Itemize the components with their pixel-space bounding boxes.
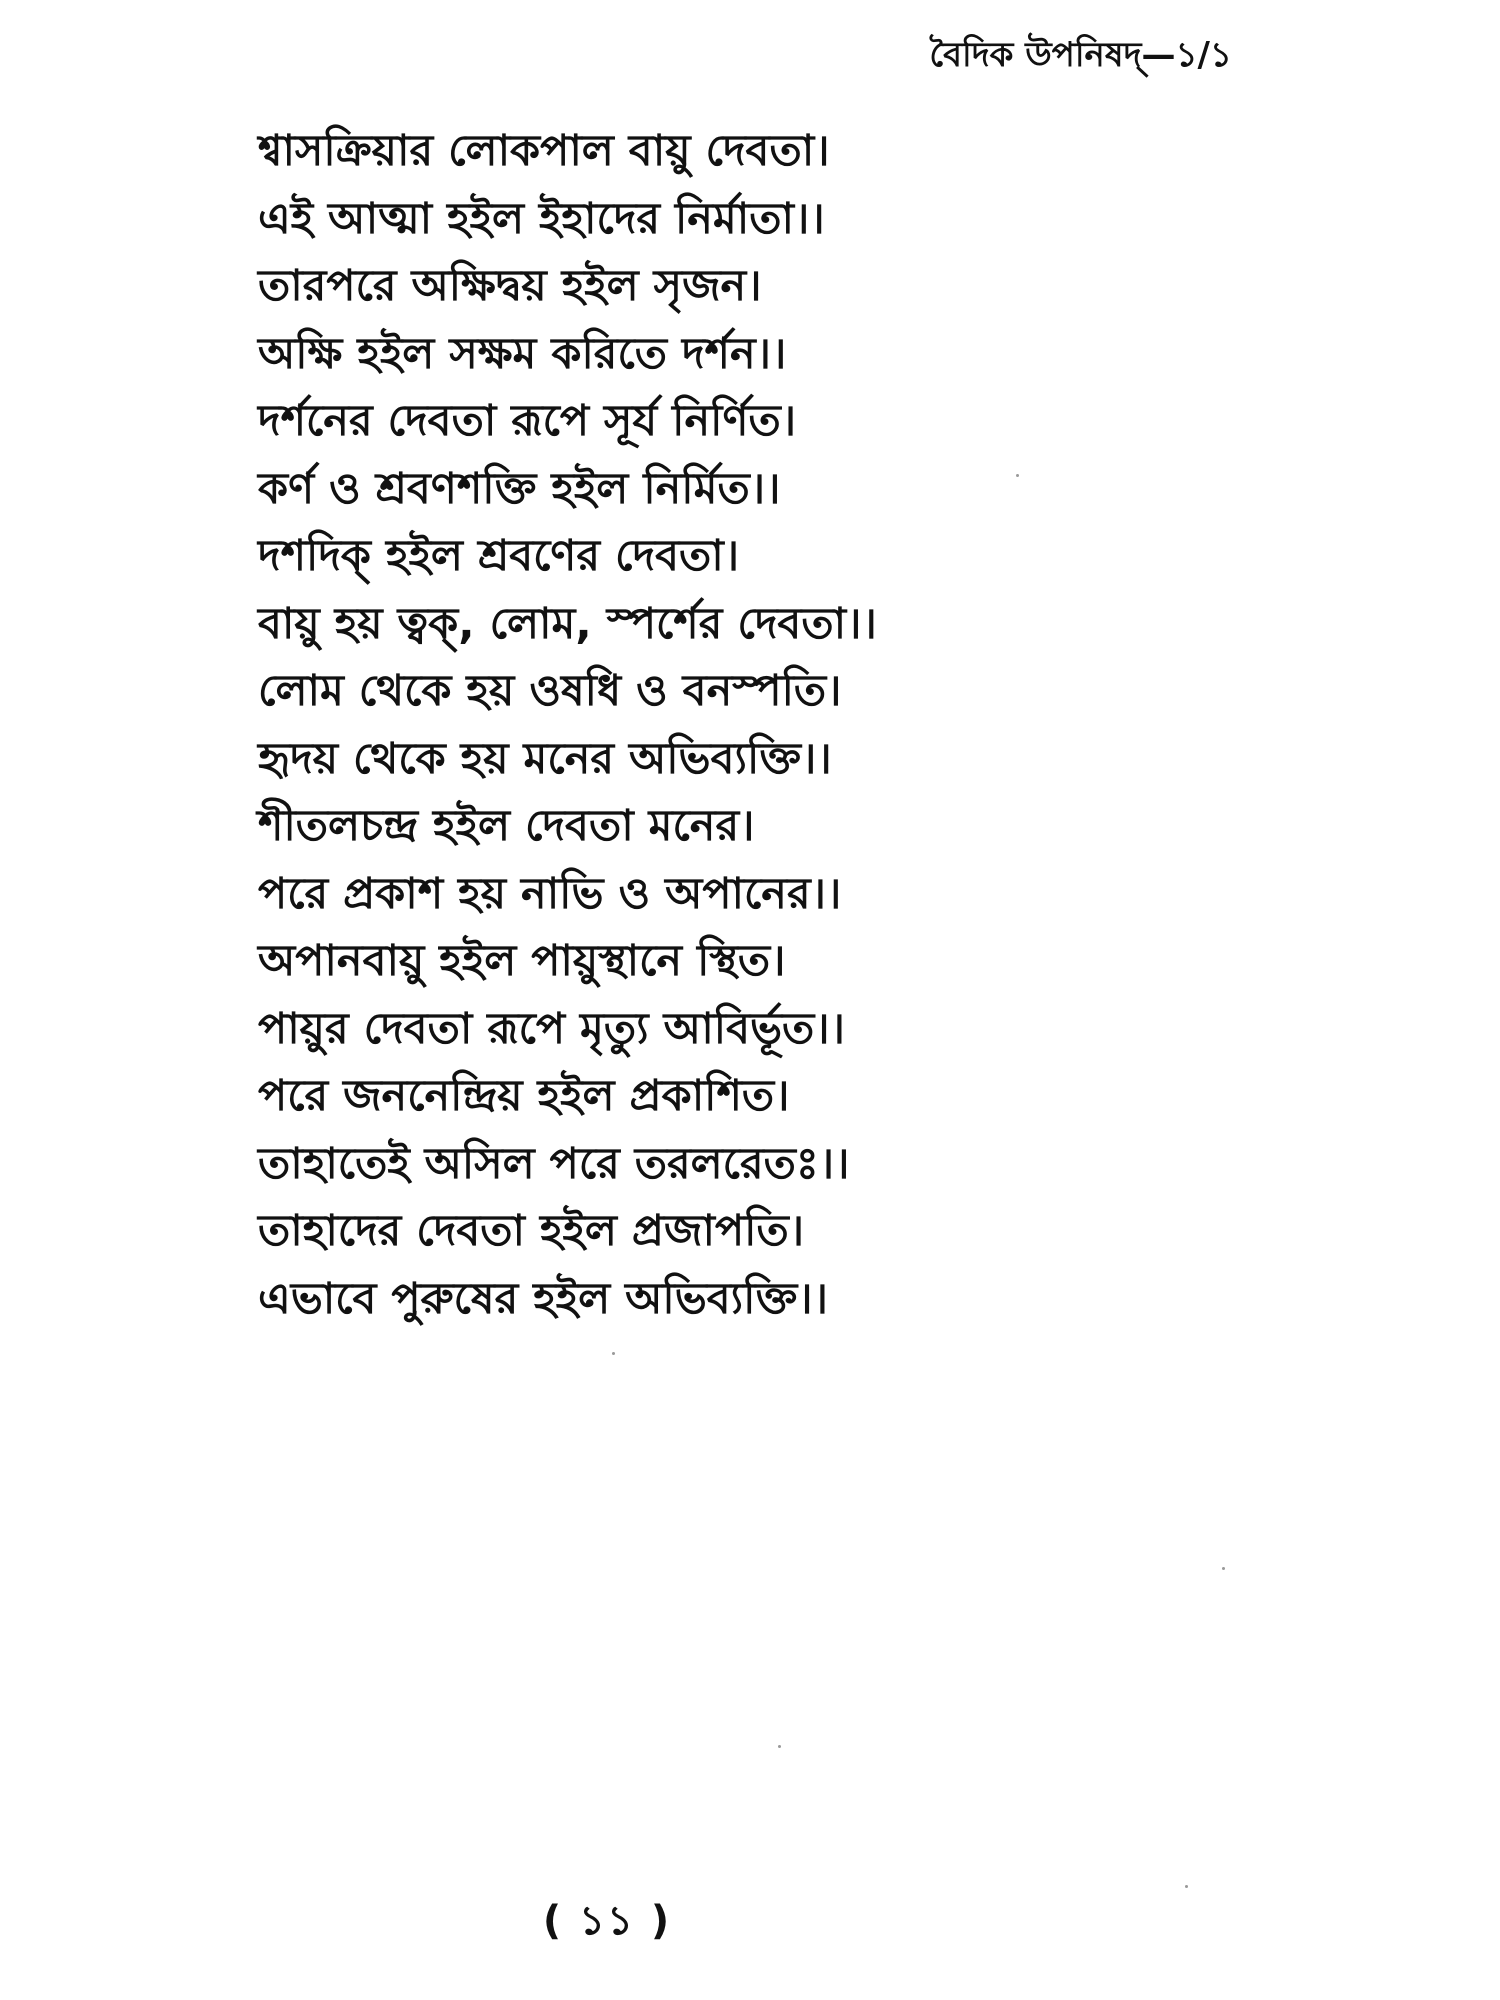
verse-line: দশদিক্‌ হইল শ্রবণের দেবতা। [258,531,740,581]
verse-line: কর্ণ ও শ্রবণশক্তি হইল নির্মিত।। [258,463,781,514]
page-number: ( ১১ ) [542,1898,672,1944]
verse-line: এভাবে পুরুষের হইল অভিব্যক্তি।। [258,1273,828,1324]
verse-line: পায়ুর দেবতা রূপে মৃত্যু আবির্ভূত।। [258,1003,846,1054]
verse-line: শ্বাসক্রিয়ার লোকপাল বায়ু দেবতা। [258,126,830,176]
verse-line: পরে প্রকাশ হয় নাভি ও অপানের।। [258,868,842,919]
verse-line: এই আত্মা হইল ইহাদের নির্মাতা।। [258,193,825,244]
verse-line: তারপরে অক্ষিদ্বয় হইল সৃজন। [258,261,762,311]
scan-speck [1185,1885,1188,1888]
verse-line: বায়ু হয় ত্বক্‌, লোম, স্পর্শের দেবতা।। [258,598,877,649]
verse-line: তাহাদের দেবতা হইল প্রজাপতি। [258,1206,805,1256]
verse-line: অক্ষি হইল সক্ষম করিতে দর্শন।। [258,328,787,379]
verse-line: তাহাতেই অসিল পরে তরলরেতঃ।। [258,1138,850,1189]
verse-line: পরে জননেন্দ্রিয় হইল প্রকাশিত। [258,1071,790,1121]
verse-line: লোম থেকে হয় ওষধি ও বনস্পতি। [258,666,842,716]
scan-speck [1222,1567,1225,1570]
scan-speck [778,1745,781,1748]
verse-line: অপানবায়ু হইল পায়ুস্থানে স্থিত। [258,936,786,986]
verse-line: শীতলচন্দ্র হইল দেবতা মনের। [258,801,755,851]
running-header: বৈদিক উপনিষদ্‌—১/১ [929,35,1232,75]
scan-speck [1016,474,1019,477]
verse-line: হৃদয় থেকে হয় মনের অভিব্যক্তি।। [258,733,832,784]
verse-line: দর্শনের দেবতা রূপে সূর্য নির্ণিত। [258,396,797,446]
scan-speck [612,1352,615,1355]
verse-block [258,118,1258,1333]
